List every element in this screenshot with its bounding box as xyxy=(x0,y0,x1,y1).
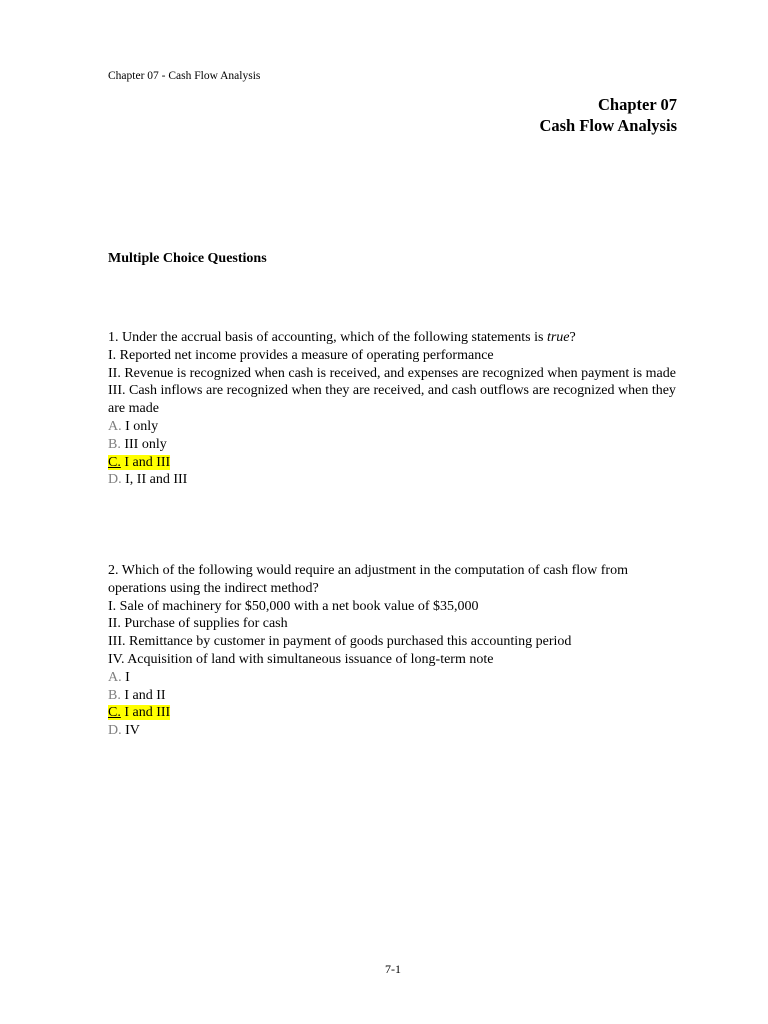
option-d: D. I, II and III xyxy=(108,472,188,488)
option-d: D. IV xyxy=(108,723,140,739)
emphasis: true xyxy=(546,330,570,345)
question-1 xyxy=(108,329,678,489)
option-b: B. I and II xyxy=(108,687,166,703)
question-2 xyxy=(108,562,678,740)
statement: II. Revenue is recognized when cash is received, and expenses are recognized when payment is made xyxy=(108,365,676,381)
running-header: Chapter 07 - Cash Flow Analysis xyxy=(108,70,261,82)
option-a: A. I only xyxy=(108,418,159,434)
statement: III. Cash inflows are recognized when they are received, and cash outflows are recognized when they are made xyxy=(108,383,676,417)
statement: I. Reported net income provides a measure of operating performance xyxy=(108,347,494,363)
statement: I. Sale of machinery for $50,000 with a net book value of $35,000 xyxy=(108,598,479,614)
option-c-correct: C. I and III xyxy=(108,454,171,470)
chapter-name: Cash Flow Analysis xyxy=(539,116,677,135)
page-number: 7-1 xyxy=(385,962,401,976)
statement: III. Remittance by customer in payment of goods purchased this accounting period xyxy=(108,634,572,650)
chapter-number: Chapter 07 xyxy=(598,95,677,114)
section-heading: Multiple Choice Questions xyxy=(108,251,267,266)
question-stem: 1. Under the accrual basis of accounting, which of the following statements is true? xyxy=(108,330,576,345)
option-b: B. III only xyxy=(108,436,167,452)
option-a: A. I xyxy=(108,669,130,685)
statement: II. Purchase of supplies for cash xyxy=(108,616,288,632)
question-stem: 2. Which of the following would require an adjustment in the computation of cash flow from operations using the indirect method? xyxy=(108,563,628,596)
option-c-correct: C. I and III xyxy=(108,705,171,721)
statement: IV. Acquisition of land with simultaneous issuance of long-term note xyxy=(108,651,494,667)
chapter-title xyxy=(539,94,677,136)
